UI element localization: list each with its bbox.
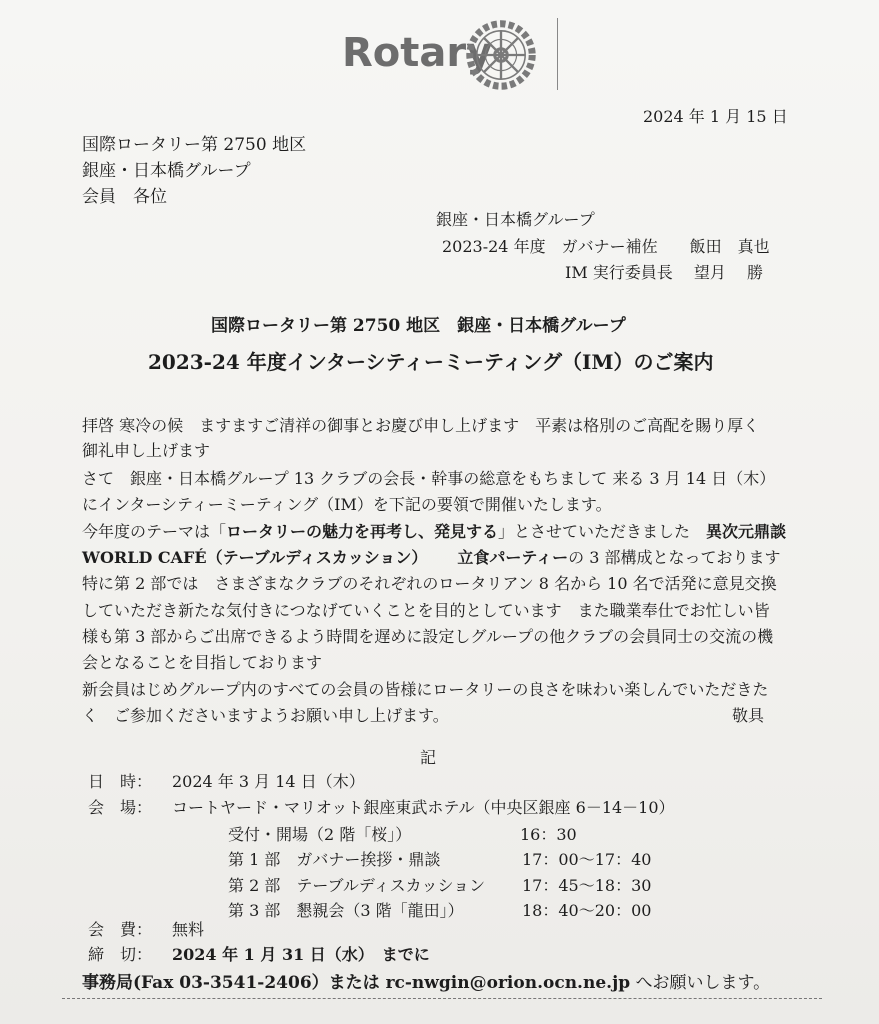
- contact-line: [82, 968, 770, 993]
- contact-request: へお願いします。: [635, 973, 771, 993]
- recipient-line: 銀座・日本橋グループ: [82, 161, 251, 181]
- theme-text: ロータリーの魅力を再考し、発見する: [226, 522, 499, 541]
- body-line: していただき新たな気付きにつなげていくことを目的としています また職業奉仕でお忙しい皆: [82, 601, 770, 620]
- body-line: 拝啓 寒冷の候 ますますご清祥の御事とお慶び申し上げます 平素は格別のご高配を賜り厚く: [82, 416, 760, 435]
- schedule-item-time: 17：00～17：40: [522, 850, 652, 869]
- body-line: く ご参加くださいますようお願い申し上げます。: [82, 706, 449, 725]
- issue-date: 2024 年 1 月 15 日: [643, 107, 788, 126]
- date-value: 2024 年 3 月 14 日（木）: [172, 772, 365, 791]
- schedule-item-name: 第 3 部 懇親会（3 階「龍田」）: [228, 901, 464, 920]
- part1-name: 異次元鼎談: [706, 522, 787, 541]
- body-line: 会となることを目指しております: [82, 653, 323, 672]
- theme-prefix: 今年度のテーマは「: [82, 522, 227, 541]
- cut-line-divider: [62, 998, 822, 999]
- schedule-item-name: 第 1 部 ガバナー挨拶・鼎談: [228, 850, 441, 869]
- fee-label: 会 費：: [88, 920, 153, 939]
- sender-governor: 2023-24 年度 ガバナー補佐 飯田 真也: [442, 237, 770, 256]
- body-line: にインターシティーミーティング（IM）を下記の要領で開催いたします。: [82, 495, 612, 514]
- deadline-label: 締 切：: [88, 945, 153, 964]
- body-line-parts: [82, 545, 781, 568]
- venue-value: コートヤード・マリオット銀座東武ホテル（中央区銀座 6－14－10）: [172, 798, 675, 817]
- body-line: 様も第 3 部からご出席できるよう時間を遅めに設定しグループの他クラブの会員同士の交流の機: [82, 627, 774, 646]
- recipient-line: 国際ロータリー第 2750 地区: [82, 135, 307, 155]
- rotary-logo-word: Rotary: [342, 30, 493, 76]
- fee-value: 無料: [172, 920, 205, 939]
- title-line1: 国際ロータリー第 2750 地区 銀座・日本橋グループ: [211, 316, 626, 336]
- body-line: 御礼申し上げます: [82, 441, 211, 460]
- theme-suffix: 」とさせていただきました: [498, 522, 707, 541]
- body-line: さて 銀座・日本橋グループ 13 クラブの会長・幹事の総意をもちまして 来る 3 月 14 日（木）: [82, 469, 776, 488]
- contact-office: 事務局(Fax 03-3541-2406）または rc-nwgin@orion.ocn.ne.jp: [82, 973, 631, 993]
- logo-divider: [557, 18, 558, 90]
- deadline-value: 2024 年 1 月 31 日（水） までに: [172, 945, 430, 964]
- date-label: 日 時：: [88, 772, 153, 791]
- schedule-item-time: 17：45～18：30: [522, 876, 652, 895]
- part3-name: 立食パーティー: [457, 548, 569, 567]
- schedule-item-time: 18：40～20：00: [522, 901, 652, 920]
- rotary-wheel-icon: [462, 16, 540, 94]
- schedule-item-name: 第 2 部 テーブルディスカッション: [228, 876, 486, 895]
- closing-keigu: 敬具: [732, 706, 765, 725]
- schedule-item-time: 16：30: [520, 825, 577, 844]
- body-line-theme: [82, 519, 786, 542]
- recipient-line: 会員 各位: [82, 187, 167, 207]
- sender-chair: IM 実行委員長 望月 勝: [565, 263, 763, 282]
- part2-name: WORLD CAFÉ（テーブルディスカッション）: [82, 548, 428, 567]
- venue-label: 会 場：: [88, 798, 153, 817]
- body-line: 特に第 2 部では さまざまなクラブのそれぞれのロータリアン 8 名から 10 名で活発に意見交換: [82, 574, 777, 593]
- parts-suffix: の 3 部構成となっております: [568, 548, 781, 567]
- page-title: 2023-24 年度インターシティーミーティング（IM）のご案内: [148, 350, 714, 374]
- ki-heading: 記: [420, 748, 437, 767]
- body-line: 新会員はじめグループ内のすべての会員の皆様にロータリーの良さを味わい楽しんでいただきた: [82, 680, 769, 699]
- schedule-item-name: 受付・開場（2 階「桜」）: [228, 825, 412, 844]
- sender-group: 銀座・日本橋グループ: [436, 210, 595, 229]
